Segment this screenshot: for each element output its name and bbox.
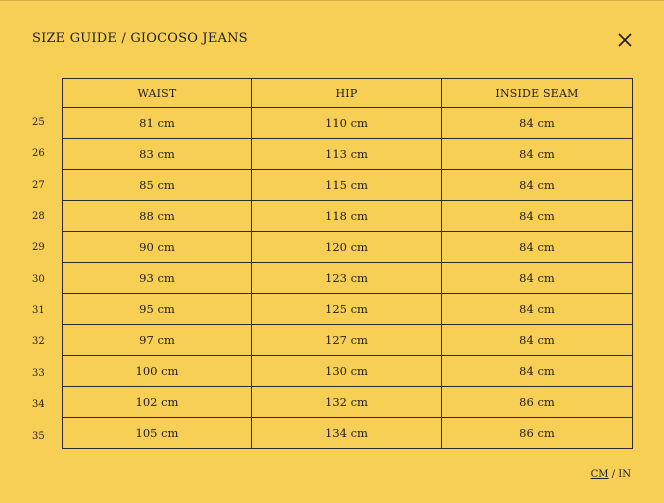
waist-cell: 102 cm [63,387,252,418]
waist-cell: 83 cm [63,139,252,170]
hip-cell: 113 cm [252,139,442,170]
size-table [62,78,633,449]
size-label: 31 [32,305,45,316]
hip-cell: 132 cm [252,387,442,418]
unit-cm-link[interactable]: CM [590,469,609,480]
waist-cell: 88 cm [63,201,252,232]
size-label: 27 [32,180,45,191]
table-header-row [63,79,633,108]
waist-cell: 97 cm [63,325,252,356]
size-label: 25 [32,117,45,128]
table-row [63,139,633,170]
table-row [63,263,633,294]
size-label: 28 [32,211,45,222]
hip-cell: 115 cm [252,170,442,201]
inside-seam-cell: 84 cm [442,108,633,139]
hip-cell: 110 cm [252,108,442,139]
modal-title: SIZE GUIDE / GIOCOSO JEANS [32,31,248,46]
hip-cell: 134 cm [252,418,442,449]
hip-cell: 127 cm [252,325,442,356]
inside-seam-cell: 84 cm [442,325,633,356]
table-row [63,201,633,232]
waist-cell: 105 cm [63,418,252,449]
inside-seam-cell: 84 cm [442,263,633,294]
table-row [63,356,633,387]
hip-cell: 125 cm [252,294,442,325]
header-inside-seam: INSIDE SEAM [442,79,633,108]
inside-seam-cell: 86 cm [442,387,633,418]
header-hip: HIP [252,79,442,108]
close-icon [615,30,635,50]
table-row [63,325,633,356]
inside-seam-cell: 84 cm [442,170,633,201]
size-label: 33 [32,368,45,379]
hip-cell: 130 cm [252,356,442,387]
waist-cell: 100 cm [63,356,252,387]
waist-cell: 95 cm [63,294,252,325]
waist-cell: 93 cm [63,263,252,294]
inside-seam-cell: 84 cm [442,201,633,232]
size-label: 29 [32,242,45,253]
inside-seam-cell: 86 cm [442,418,633,449]
waist-cell: 85 cm [63,170,252,201]
table-row [63,108,633,139]
waist-cell: 81 cm [63,108,252,139]
size-label: 32 [32,336,45,347]
table-row [63,294,633,325]
hip-cell: 118 cm [252,201,442,232]
inside-seam-cell: 84 cm [442,139,633,170]
inside-seam-cell: 84 cm [442,294,633,325]
top-divider [0,0,664,1]
table-row [63,387,633,418]
table-row [63,232,633,263]
unit-in-link[interactable]: IN [618,469,631,480]
size-label: 35 [32,431,45,442]
inside-seam-cell: 84 cm [442,356,633,387]
close-button[interactable] [615,30,635,50]
unit-toggle [591,469,631,481]
header-waist: WAIST [63,79,252,108]
hip-cell: 120 cm [252,232,442,263]
hip-cell: 123 cm [252,263,442,294]
waist-cell: 90 cm [63,232,252,263]
size-label: 30 [32,274,45,285]
unit-separator: / [611,469,616,480]
size-label: 26 [32,148,45,159]
size-label: 34 [32,399,45,410]
inside-seam-cell: 84 cm [442,232,633,263]
table-row [63,418,633,449]
table-row [63,170,633,201]
